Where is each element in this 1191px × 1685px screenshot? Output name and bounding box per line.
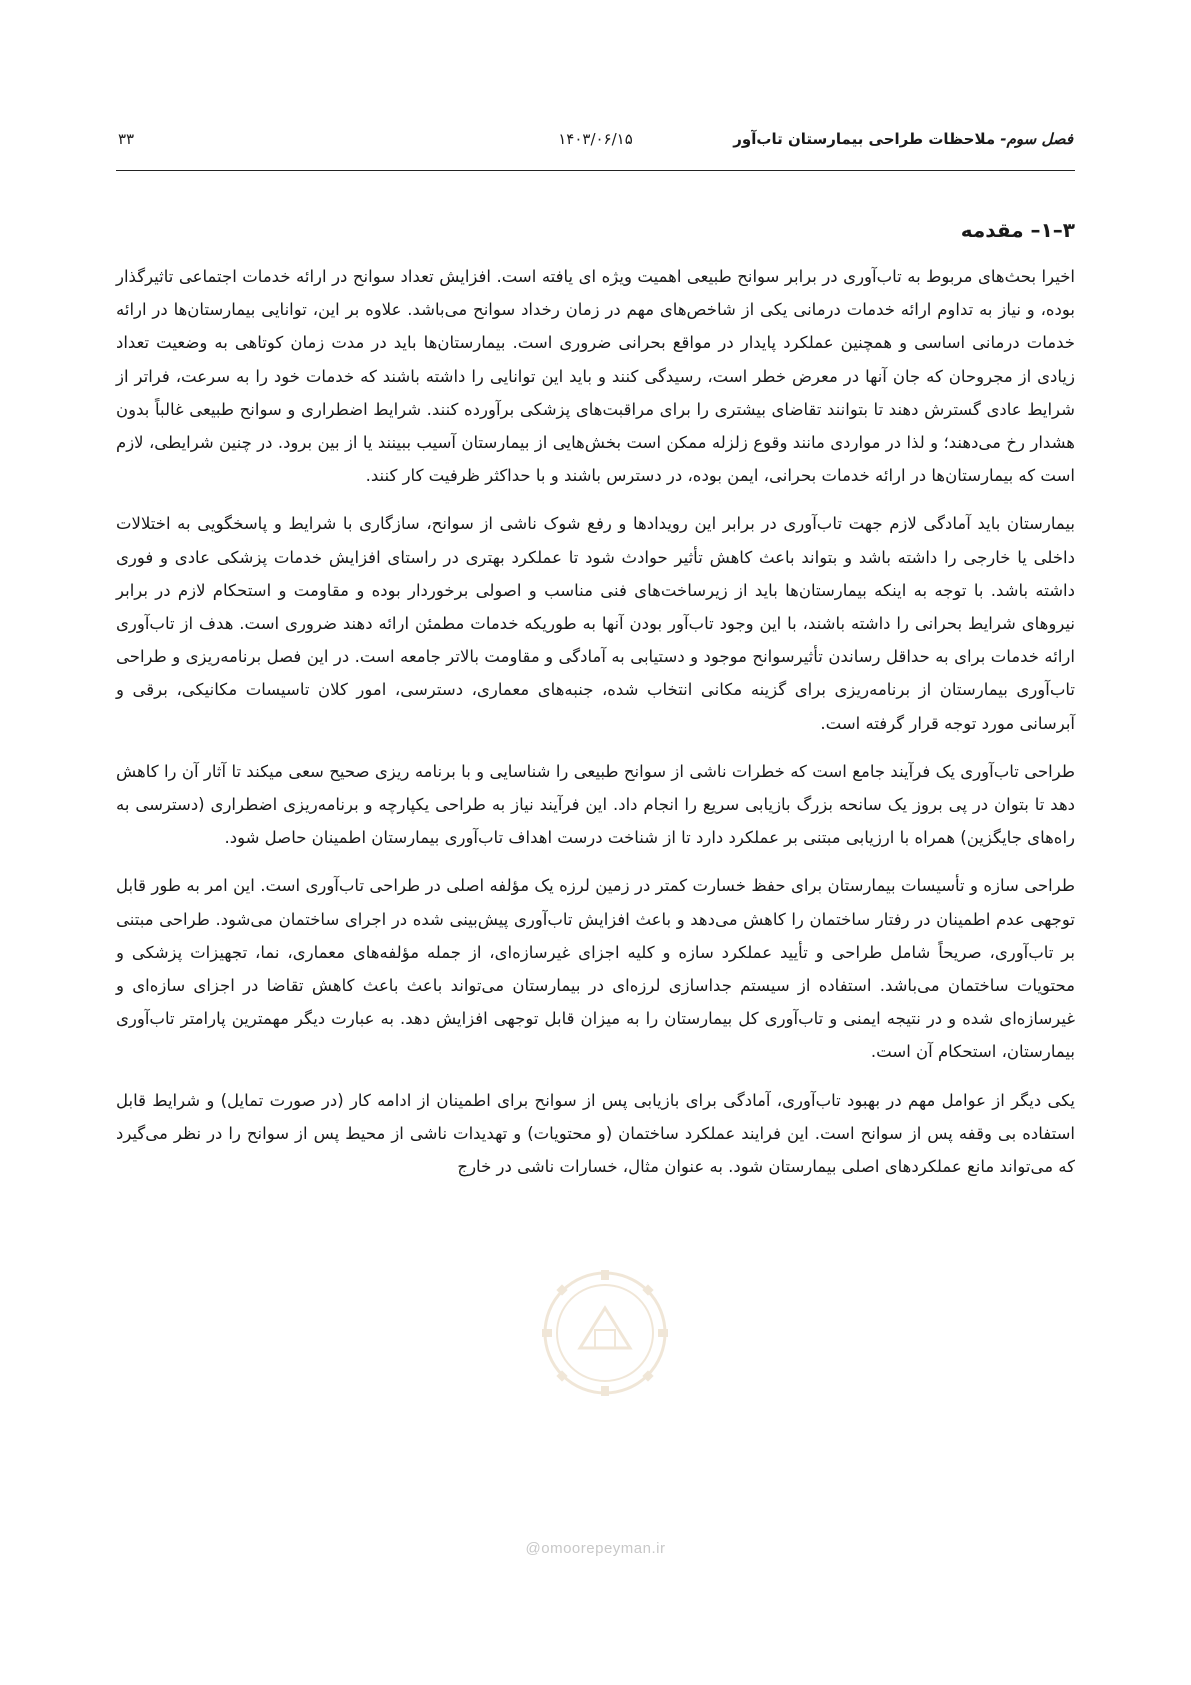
header-date: ۱۴۰۳/۰۶/۱۵ [558, 130, 633, 148]
watermark-logo [540, 1268, 670, 1398]
paragraph: طراحی سازه و تأسیسات بیمارستان برای حفظ خسارت کمتر در زمین لرزه یک مؤلفه اصلی در طراحی تاب‌آوری است. این امر به طور قابل توجهی عدم اطمینان در رفتار ساختمان را کاهش می‌دهد و باعث افزایش تاب‌آوری پیش‌بینی شده در اجرای ساختمان می‌شود. طراحی مبتنی بر تاب‌آوری، صریحاً شامل طراحی و تأیید عملکرد سازه و کلیه اجزای غیرسازه‌ای، از جمله مؤلفه‌های معماری، نما، تجهیزات پزشکی و محتویات ساختمان می‌باشد. استفاده از سیستم جداسازی لرزه‌ای در بیمارستان می‌تواند باعث باعث کاهش تقاضا در اجزای سازه‌ای و غیرسازه‌ای شده و در نتیجه ایمنی و تاب‌آوری کل بیمارستان را به میزان قابل توجهی افزایش دهد. به عبارت دیگر مهمترین پارامتر تاب‌آوری بیمارستان، استحکام آن است. [116, 876, 1075, 1062]
watermark-url: @omoorepeyman.ir [525, 1540, 666, 1557]
section-title: ۳–۱– مقدمه [960, 218, 1075, 242]
header-divider [116, 170, 1075, 171]
main-content [116, 218, 1075, 1198]
page-number: ۳۳ [118, 130, 135, 148]
paragraph: اخیرا بحث‌های مربوط به تاب‌آوری در برابر سوانح طبیعی اهمیت ویژه ای یافته است. افزایش تعداد سوانح در ارائه خدمات اجتماعی تاثیرگذار بوده، و نیاز به تداوم ارائه خدمات درمانی یکی از شاخص‌های مهم در زمان رخداد سوانح می‌باشد. علاوه بر این، توانایی بیمارستان‌ها در ارائه خدمات درمانی اساسی و همچنین عملکرد پایدار در مواقع بحرانی ضروری است. بیمارستان‌ها باید در مدت زمان کوتاهی به وضعیت تعداد زیادی از مجروحان که جان آنها در معرض خطر است، رسیدگی کنند و باید این توانایی را داشته باشند که خدمات خود را به سرعت، فراتر از شرایط عادی گسترش دهند تا بتوانند تقاضای بیشتری را برای مراقبت‌های پزشکی برآورده کنند. شرایط اضطراری و سوانح طبیعی غالباً بدون هشدار رخ می‌دهند؛ و لذا در مواردی مانند وقوع زلزله ممکن است بخش‌هایی از بیمارستان آسیب ببینند یا از بین برود. در چنین شرایطی، لازم است که بیمارستان‌ها در ارائه خدمات بحرانی، ایمن بوده، در دسترس باشند و با حداکثر ظرفیت کار کنند. [116, 267, 1075, 486]
chapter-label: فصل سوم- [1000, 130, 1073, 148]
running-header [118, 130, 1073, 160]
paragraph: طراحی تاب‌آوری یک فرآیند جامع است که خطرات ناشی از سوانح طبیعی را شناسایی و با برنامه ریزی صحیح سعی میکند تا آثار آن را کاهش دهد تا بتوان در پی بروز یک سانحه بزرگ بازیابی سریع را انجام داد. این فرآیند نیاز به طراحی یکپارچه و برنامه‌ریزی اضطراری (دسترسی به راه‌های جایگزین) همراه با ارزیابی مبتنی بر عملکرد دارد تا از شناخت درست اهداف تاب‌آوری بیمارستان اطمینان حاصل شود. [116, 761, 1075, 848]
chapter-title: ملاحظات طراحی بیمارستان تاب‌آور [733, 130, 996, 148]
paragraph: بیمارستان باید آمادگی لازم جهت تاب‌آوری در برابر این رویدادها و رفع شوک ناشی از سوانح، سازگاری با شرایط و پاسخگویی به اختلالات داخلی یا خارجی را داشته باشد و بتواند باعث کاهش تأثیر حوادث شود تا عملکرد بهتری در راستای افزایش خدمات پزشکی عادی و فوری داشته باشد. با توجه به اینکه بیمارستان‌ها باید از زیرساخت‌های فنی مناسب و اصولی برخوردار بوده و مقاومت و استحکام لازم در برابر نیروهای شرایط بحرانی را داشته باشند، با این وجود تاب‌آور بودن آنها به طوریکه خدمات مطمئن ارائه دهند ضروری است. هدف از تاب‌آوری ارائه خدمات برای به حداقل رساندن تأثیرسوانح موجود و دستیابی به آمادگی و مقاومت بالاتر جامعه است. در این فصل برنامه‌ریزی و طراحی تاب‌آوری بیمارستان از برنامه‌ریزی برای گزینه مکانی انتخاب شده، جنبه‌های معماری، دسترسی، امور کلان تاسیسات مکانیکی، برقی و آبرسانی مورد توجه قرار گرفته است. [116, 514, 1075, 733]
paragraph: یکی دیگر از عوامل مهم در بهبود تاب‌آوری، آمادگی برای بازیابی پس از سوانح برای اطمینان از ادامه کار (در صورت تمایل) و شرایط قابل استفاده بی وقفه پس از سوانح است. این فرایند عملکرد ساختمان (و محتویات) و تهدیدات ناشی از محیط پس از سوانح را در نظر می‌گیرد که می‌تواند مانع عملکردهای اصلی بیمارستان شود. به عنوان مثال، خسارات ناشی در خارج [116, 1090, 1075, 1177]
chapter-heading [733, 130, 1073, 148]
